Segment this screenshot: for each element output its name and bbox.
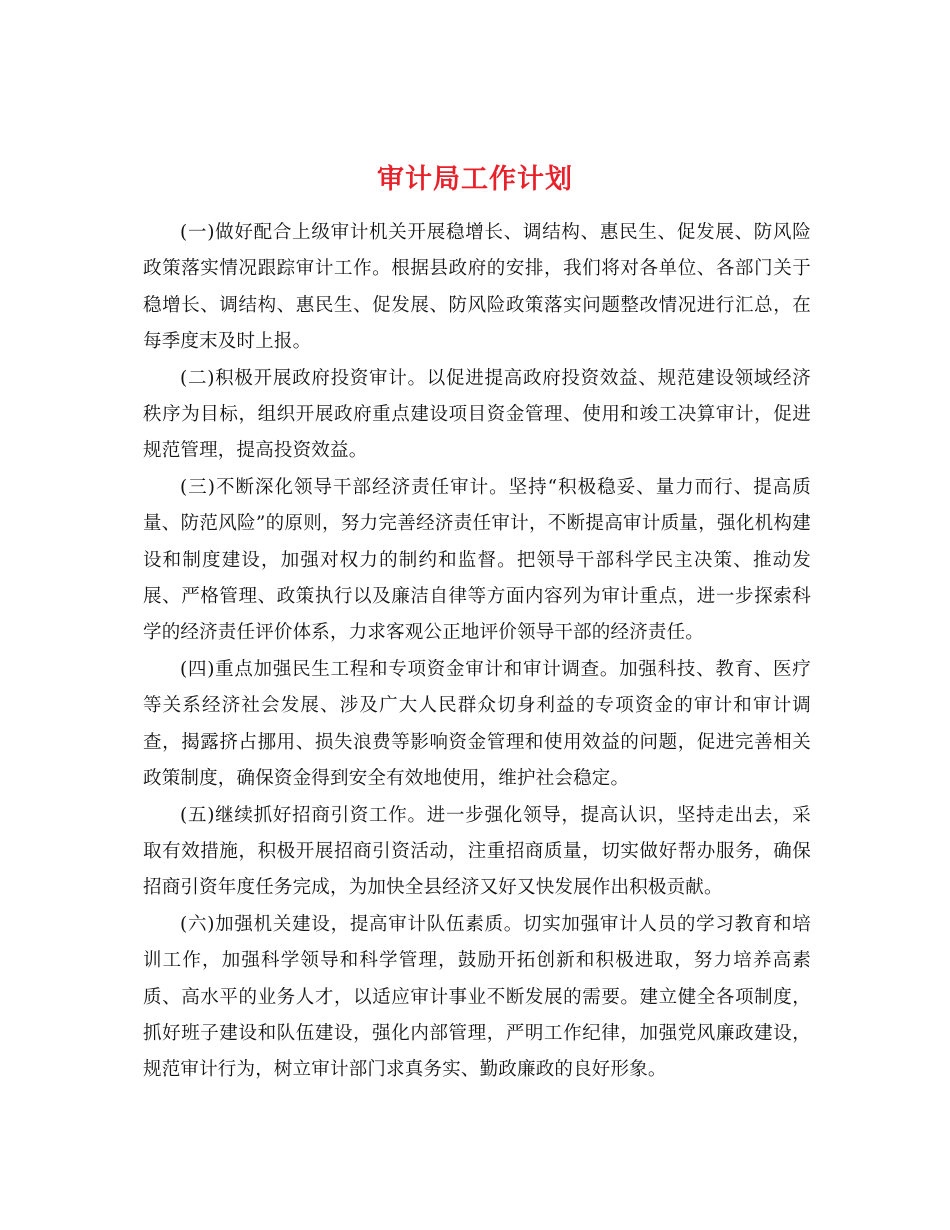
paragraph-4: (四)重点加强民生工程和专项资金审计和审计调查。加强科技、教育、医疗等关系经济社会发展、涉及广大人民群众切身利益的专项资金的审计和审计调查，揭露挤占挪用、损失浪费等影响资金管理和使用效益的问题，促进完善相关政策制度，确保资金得到安全有效地使用，维护社会稳定。 (143, 658, 811, 790)
paragraph-2: (二)积极开展政府投资审计。以促进提高政府投资效益、规范建设领域经济秩序为目标，组织开展政府重点建设项目资金管理、使用和竣工决算审计，促进规范管理，提高投资效益。 (143, 367, 811, 462)
document-title: 审计局工作计划 (377, 164, 573, 196)
paragraph-3: (三)不断深化领导干部经济责任审计。坚持“积极稳妥、量力而行、提高质量、防范风险”的原则，努力完善经济责任审计，不断提高审计质量，强化机构建设和制度建设，加强对权力的制约和监督。把领导干部科学民主决策、推动发展、严格管理、政策执行以及廉洁自律等方面内容列为审计重点，进一步探索科学的经济责任评价体系，力求客观公正地评价领导干部的经济责任。 (143, 476, 811, 644)
document-body (143, 215, 811, 1089)
paragraph-5: (五)继续抓好招商引资工作。进一步强化领导，提高认识，坚持走出去，采取有效措施，积极开展招商引资活动，注重招商质量，切实做好帮办服务，确保招商引资年度任务完成，为加快全县经济又好又快发展作出积极贡献。 (143, 804, 811, 899)
paragraph-6: (六)加强机关建设，提高审计队伍素质。切实加强审计人员的学习教育和培训工作，加强科学领导和科学管理，鼓励开拓创新和积极进取，努力培养高素质、高水平的业务人才，以适应审计事业不断发展的需要。建立健全各项制度，抓好班子建设和队伍建设，强化内部管理，严明工作纪律，加强党风廉政建设，规范审计行为，树立审计部门求真务实、勤政廉政的良好形象。 (143, 913, 811, 1081)
paragraph-1: (一)做好配合上级审计机关开展稳增长、调结构、惠民生、促发展、防风险政策落实情况跟踪审计工作。根据县政府的安排，我们将对各单位、各部门关于稳增长、调结构、惠民生、促发展、防风险政策落实问题整改情况进行汇总，在每季度末及时上报。 (143, 222, 811, 353)
